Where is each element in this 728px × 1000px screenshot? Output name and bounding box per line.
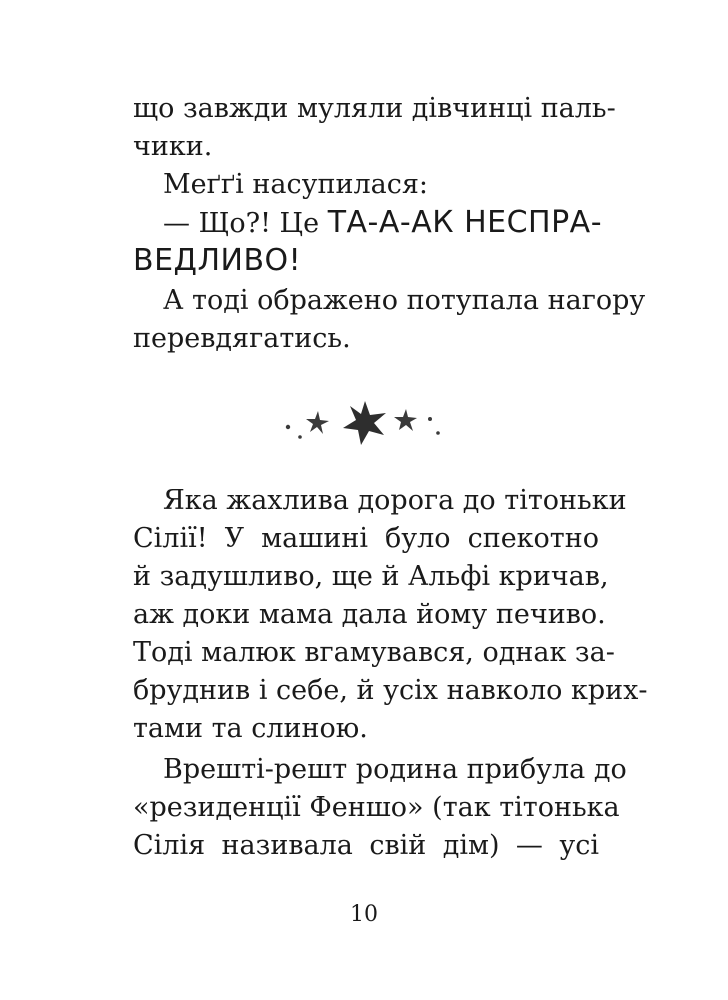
text-line: бруднив і себе, й усіх навколо крих- bbox=[133, 675, 648, 706]
text-line: чики. bbox=[133, 131, 213, 162]
page-number: 10 bbox=[350, 902, 378, 927]
text-line: Сілія називала свій дім) — усі bbox=[133, 830, 599, 861]
text-line: Тоді малюк вгамувався, однак за- bbox=[133, 637, 615, 668]
text-line: що завжди муляли дівчинці паль- bbox=[133, 93, 616, 124]
shout-text: ВЕДЛИВО! bbox=[133, 243, 302, 278]
text-line: Меґґі насупилася: bbox=[163, 169, 428, 200]
text-line: й задушливо, ще й Альфі кричав, bbox=[133, 561, 609, 592]
text-line: аж доки мама дала йому печиво. bbox=[133, 599, 606, 630]
text-line: А тоді ображено потупала нагору bbox=[163, 285, 646, 316]
text-line: Яка жахлива дорога до тітоньки bbox=[163, 485, 627, 516]
text-line: тами та слиною. bbox=[133, 713, 368, 744]
text-line: Врешті-решт родина прибула до bbox=[163, 754, 627, 785]
text-line: Сілії! У машині було спекотно bbox=[133, 523, 599, 554]
dialog-intro: — Що?! Це bbox=[163, 208, 320, 239]
dialog-line bbox=[163, 204, 603, 243]
text-line: перевдягатись. bbox=[133, 323, 351, 354]
stars-divider-icon bbox=[280, 395, 450, 455]
text-line: «резиденції Феншо» (так тітонька bbox=[133, 792, 620, 823]
shout-text: ТА-А-АК НЕСПРА- bbox=[327, 205, 603, 240]
